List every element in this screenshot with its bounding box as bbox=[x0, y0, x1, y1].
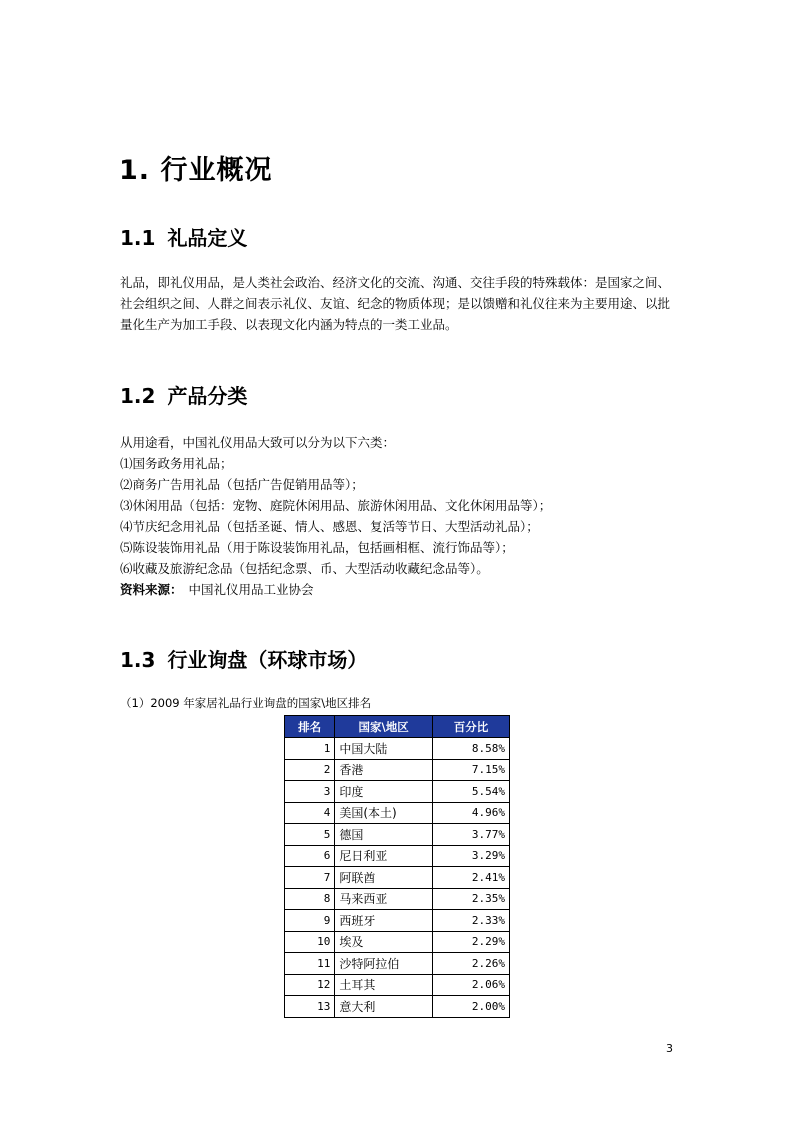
cell-country: 中国大陆 bbox=[335, 738, 433, 760]
section-title: 产品分类 bbox=[167, 384, 248, 408]
definition-paragraph: 礼品，即礼仪用品，是人类社会政治、经济文化的交流、沟通、交往手段的特殊载体：是国家之间、社会组织之间、人群之间表示礼仪、友谊、纪念的物质体现；是以馈赠和礼仪往来为主要用途、以批量化生产为加工手段、以表现文化内涵为特点的一类工业品。 bbox=[120, 275, 671, 332]
section-heading-definition bbox=[120, 222, 247, 251]
cell-rank: 11 bbox=[285, 953, 335, 975]
cell-rank: 9 bbox=[285, 910, 335, 932]
section-title: 礼品定义 bbox=[167, 226, 248, 250]
section-title: 行业询盘（环球市场） bbox=[167, 648, 368, 672]
cell-percent: 8.58% bbox=[432, 738, 509, 760]
table-row bbox=[285, 738, 510, 760]
cell-country: 尼日利亚 bbox=[335, 845, 433, 867]
cell-rank: 3 bbox=[285, 781, 335, 803]
cell-rank: 13 bbox=[285, 996, 335, 1018]
cell-percent: 2.26% bbox=[432, 953, 509, 975]
cell-country: 德国 bbox=[335, 824, 433, 846]
source-line bbox=[120, 579, 720, 600]
cell-percent: 2.06% bbox=[432, 974, 509, 996]
section-heading-inquiries bbox=[120, 644, 367, 673]
cell-percent: 2.35% bbox=[432, 888, 509, 910]
table-row bbox=[285, 974, 510, 996]
table-row bbox=[285, 824, 510, 846]
cell-country: 意大利 bbox=[335, 996, 433, 1018]
table-row bbox=[285, 996, 510, 1018]
cell-percent: 5.54% bbox=[432, 781, 509, 803]
cell-country: 埃及 bbox=[335, 931, 433, 953]
cell-percent: 2.29% bbox=[432, 931, 509, 953]
list-item: ⑴国务政务用礼品； bbox=[120, 456, 233, 471]
chapter-title: 行业概况 bbox=[160, 155, 273, 186]
page-number: 3 bbox=[666, 1042, 673, 1055]
list-item: ⑷节庆纪念用礼品（包括圣诞、情人、感恩、复活等节日、大型活动礼品）； bbox=[120, 519, 539, 534]
table-row bbox=[285, 802, 510, 824]
cell-rank: 5 bbox=[285, 824, 335, 846]
cell-rank: 4 bbox=[285, 802, 335, 824]
section-number: 1.2 bbox=[120, 384, 156, 408]
cell-percent: 3.77% bbox=[432, 824, 509, 846]
table-row bbox=[285, 845, 510, 867]
chapter-number: 1. bbox=[119, 155, 151, 186]
table-row bbox=[285, 867, 510, 889]
table-row bbox=[285, 910, 510, 932]
source-label: 资料来源： bbox=[120, 582, 183, 597]
section-number: 1.3 bbox=[120, 648, 156, 672]
source-value: 中国礼仪用品工业协会 bbox=[188, 582, 314, 597]
cell-country: 西班牙 bbox=[335, 910, 433, 932]
cell-country: 阿联酋 bbox=[335, 867, 433, 889]
classification-list bbox=[120, 432, 720, 600]
header-country: 国家\地区 bbox=[335, 716, 433, 738]
cell-rank: 7 bbox=[285, 867, 335, 889]
cell-country: 香港 bbox=[335, 759, 433, 781]
classification-intro: 从用途看，中国礼仪用品大致可以分为以下六类： bbox=[120, 435, 396, 450]
cell-rank: 8 bbox=[285, 888, 335, 910]
cell-rank: 10 bbox=[285, 931, 335, 953]
table-row bbox=[285, 759, 510, 781]
cell-percent: 2.33% bbox=[432, 910, 509, 932]
table-row bbox=[285, 781, 510, 803]
table-header-row bbox=[285, 716, 510, 738]
table-row bbox=[285, 888, 510, 910]
table-caption: （1）2009 年家居礼品行业询盘的国家\地区排名 bbox=[120, 696, 372, 710]
section-number: 1.1 bbox=[120, 226, 156, 250]
cell-percent: 2.00% bbox=[432, 996, 509, 1018]
cell-percent: 7.15% bbox=[432, 759, 509, 781]
header-percent: 百分比 bbox=[432, 716, 509, 738]
cell-country: 马来西亚 bbox=[335, 888, 433, 910]
table-row bbox=[285, 953, 510, 975]
cell-rank: 12 bbox=[285, 974, 335, 996]
cell-percent: 3.29% bbox=[432, 845, 509, 867]
table-row bbox=[285, 931, 510, 953]
cell-rank: 1 bbox=[285, 738, 335, 760]
list-item: ⑸陈设装饰用礼品（用于陈设装饰用礼品，包括画相框、流行饰品等）； bbox=[120, 540, 514, 555]
cell-rank: 2 bbox=[285, 759, 335, 781]
header-rank: 排名 bbox=[285, 716, 335, 738]
cell-country: 土耳其 bbox=[335, 974, 433, 996]
cell-country: 印度 bbox=[335, 781, 433, 803]
list-item: ⑵商务广告用礼品（包括广告促销用品等）； bbox=[120, 477, 364, 492]
cell-country: 沙特阿拉伯 bbox=[335, 953, 433, 975]
cell-percent: 4.96% bbox=[432, 802, 509, 824]
section-heading-classification bbox=[120, 380, 247, 409]
country-ranking-table bbox=[284, 715, 510, 1018]
cell-percent: 2.41% bbox=[432, 867, 509, 889]
list-item: ⑹收藏及旅游纪念品（包括纪念票、币、大型活动收藏纪念品等）。 bbox=[120, 561, 489, 576]
chapter-heading bbox=[119, 148, 272, 187]
cell-rank: 6 bbox=[285, 845, 335, 867]
cell-country: 美国(本土) bbox=[335, 802, 433, 824]
list-item: ⑶休闲用品（包括：宠物、庭院休闲用品、旅游休闲用品、文化休闲用品等）； bbox=[120, 498, 552, 513]
